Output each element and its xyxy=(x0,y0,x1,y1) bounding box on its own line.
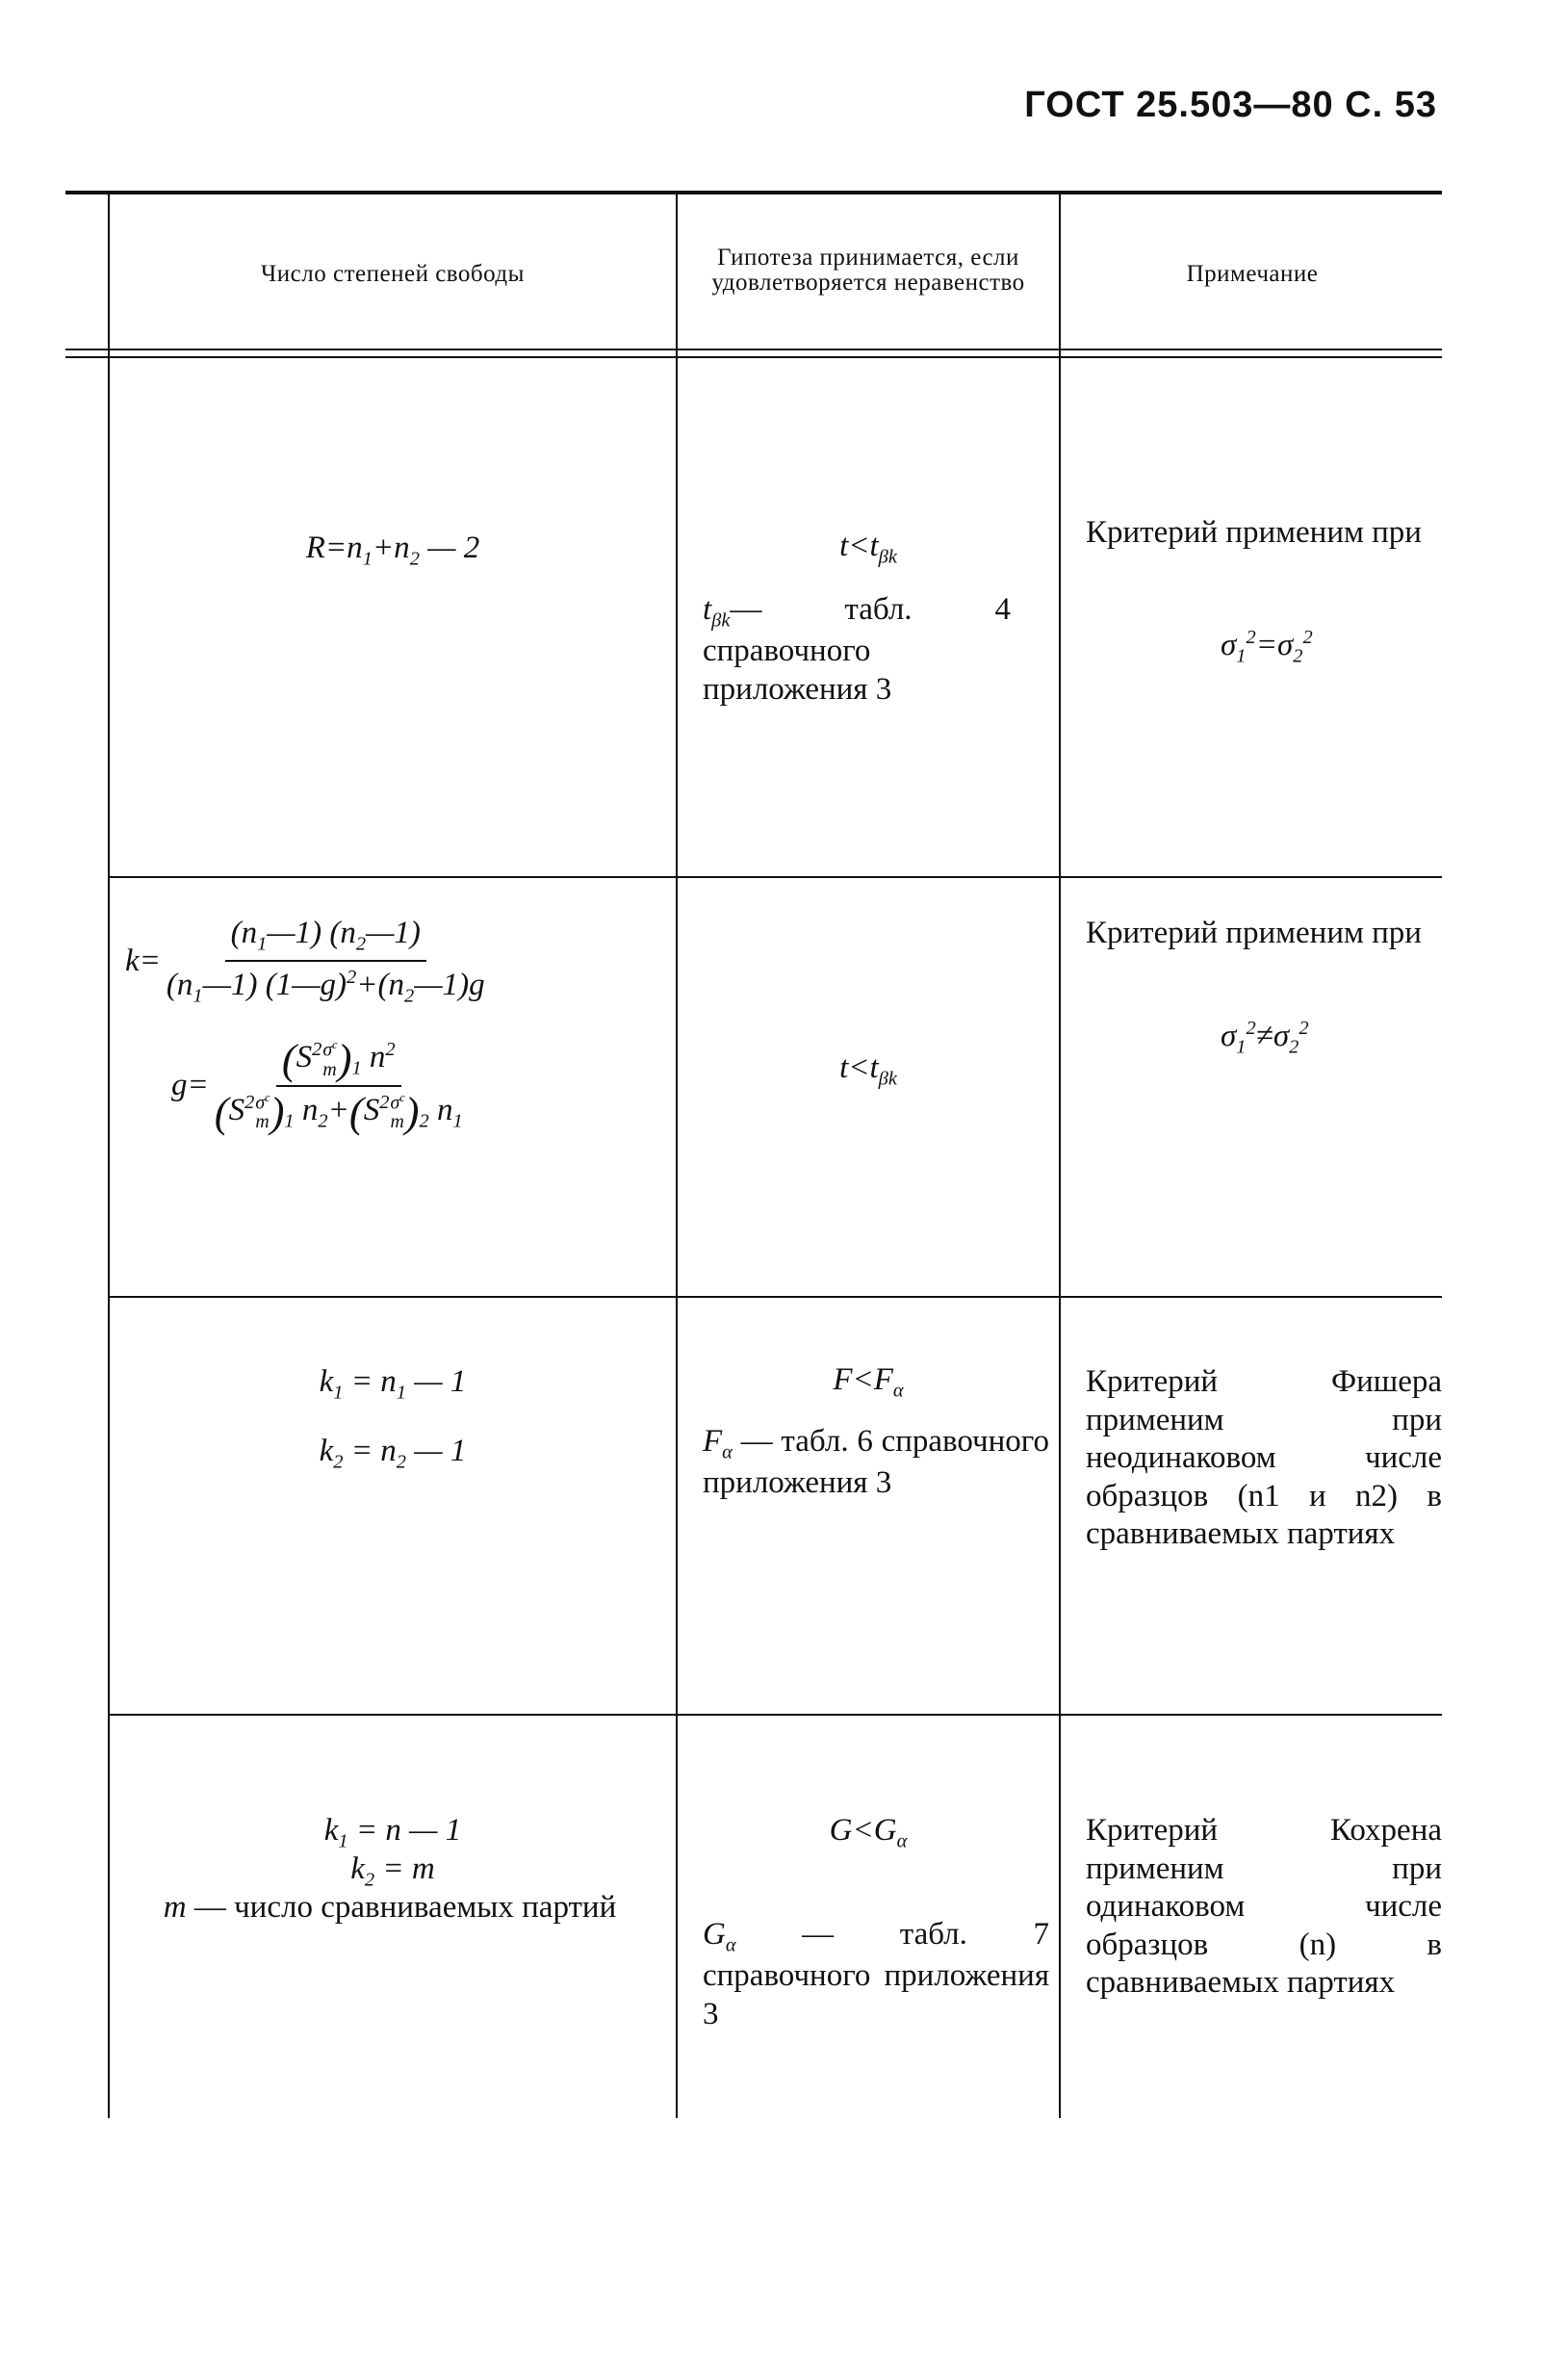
row3-k2-formula: $k_2 = n_2$ — 1 xyxy=(319,1434,467,1473)
row2-g-lhs: g= xyxy=(171,1067,209,1102)
row1-note-formula: $\sigma_1^2=\sigma_2^2$ xyxy=(1221,627,1313,667)
row4-k1-formula: $k_1 = n$ — 1 xyxy=(323,1813,462,1852)
row2-note-text: Критерий применим при xyxy=(1086,916,1422,950)
header-bottom-rule-2 xyxy=(65,356,1442,358)
column-rule-1 xyxy=(676,193,678,2118)
header-bottom-rule-1 xyxy=(65,349,1442,350)
row2-inequality: $t<t_{\beta k}$ xyxy=(839,1050,897,1090)
row-divider-1 xyxy=(108,876,1442,878)
row1-inequality: $t<t_{\beta k}$ xyxy=(839,529,897,568)
row4-m-definition: m — число сравниваемых партий xyxy=(163,1890,617,1925)
table-top-rule xyxy=(65,191,1442,194)
header-hypothesis: Гипотеза принимается, если удовлетворяется неравенство xyxy=(711,245,1025,297)
row1-hypothesis-note: $t_{\beta k}—$ табл. 4 справочного приложения 3 xyxy=(703,592,1011,707)
row3-note-text: Критерий Фишера применим при неодинаковом числе образцов (n1 и n2) в сравниваемых партиях xyxy=(1086,1364,1442,1552)
row2-note-formula: $\sigma_1^2\ne\sigma_2^2$ xyxy=(1221,1018,1309,1058)
row2-k-formula xyxy=(125,915,674,1008)
row-divider-2 xyxy=(108,1296,1442,1298)
row2-k-fraction xyxy=(161,915,491,1008)
row4-k2-formula: $k_2 = m$ xyxy=(350,1851,435,1891)
row4-inequality: $G<G_\alpha$ xyxy=(829,1813,908,1852)
row3-hypothesis-note: $F_\alpha$ — табл. 6 справочного приложения 3 xyxy=(703,1424,1049,1501)
header-note: Примечание xyxy=(1186,261,1319,287)
row2-g-fraction xyxy=(209,1035,469,1136)
row2-k-denominator: $(n_1—1)$ $(1—g)^2+(n_2—1)g$ xyxy=(166,967,485,1007)
column-rule-2 xyxy=(1059,193,1061,2118)
row2-g-denominator: ($S^2$ $\sigma^с$ т )$_1$ $n_2+(S^2$ $\sigma^с$ т )$_2$ $n_1$ xyxy=(214,1087,463,1136)
row1-degrees-formula: $R=n_1+n_2$ — 2 xyxy=(305,530,480,570)
row2-k-numerator: $(n_1—1)$ $(n_2—1)$ xyxy=(225,915,426,962)
row2-k-lhs: k= xyxy=(125,943,161,978)
row1-note-text: Критерий применим при xyxy=(1086,515,1422,550)
row4-hypothesis-note: $G_\alpha$ — табл. 7 справочного приложения 3 xyxy=(703,1917,1049,2031)
header-degrees-of-freedom: Число степеней свободы xyxy=(261,261,525,287)
row-divider-3 xyxy=(108,1714,1442,1716)
running-head: ГОСТ 25.503—80 С. 53 xyxy=(1024,85,1437,125)
row4-note-text: Критерий Кохрена применим при одинаковом числе образцов (n) в сравниваемых партиях xyxy=(1086,1813,1442,2001)
row2-g-formula xyxy=(171,1035,674,1136)
row3-inequality: $F<F_\alpha$ xyxy=(833,1362,904,1402)
row2-g-numerator: ($S^2$ $\sigma^с$ т )$_1$ $n^2$ xyxy=(276,1038,401,1087)
row3-k1-formula: $k_1 = n_1$ — 1 xyxy=(319,1364,467,1404)
